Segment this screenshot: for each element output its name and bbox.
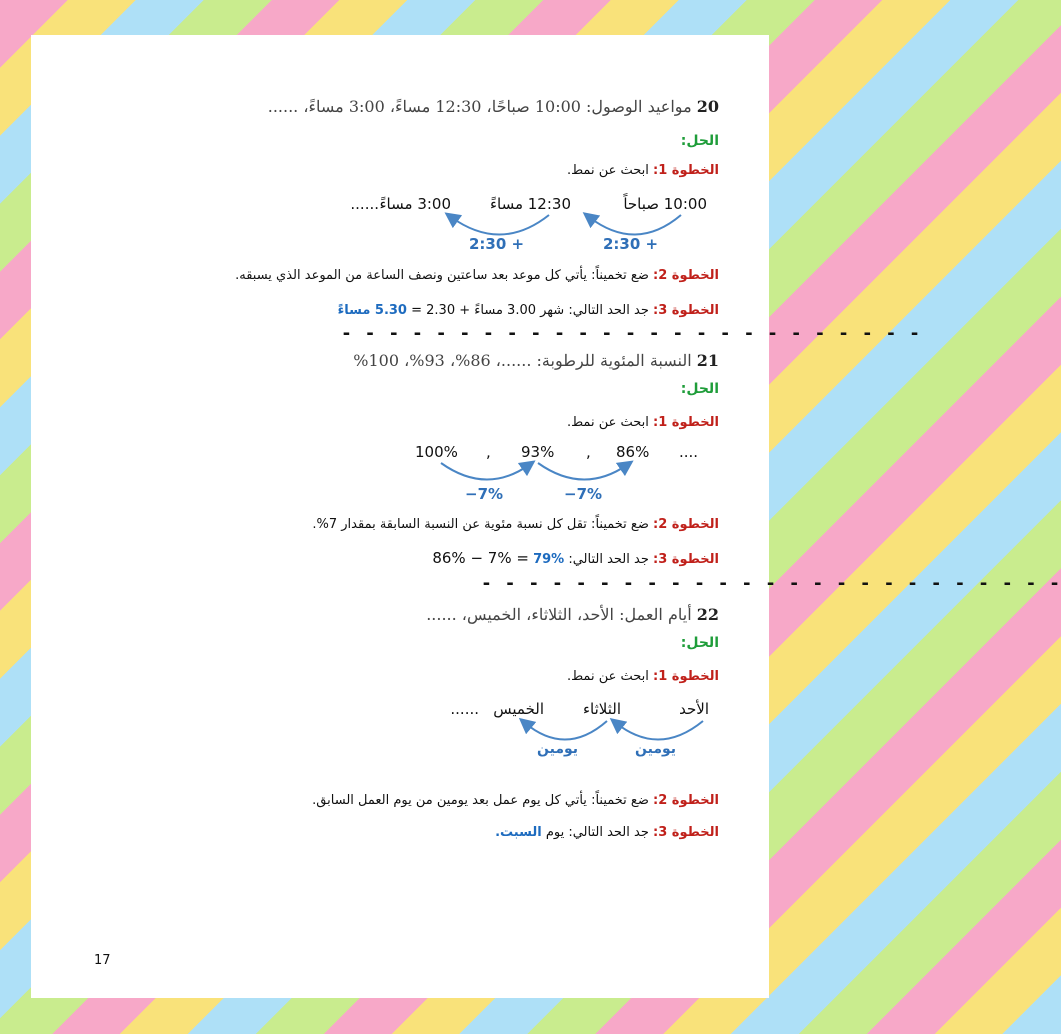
- q21-step2-text: ضع تخميناً: تقل كل نسبة مئوية عن النسبة السابقة بمقدار 7%.: [312, 517, 649, 532]
- q21-step3-answer: 79%: [533, 552, 565, 567]
- q22-seq-term-3: الخميس: [493, 700, 544, 718]
- q22-step1-label: الخطوة 1:: [653, 669, 719, 684]
- q21-number: 21: [696, 351, 719, 370]
- q21-step3-expr: 86% − 7% =: [432, 549, 529, 567]
- q22-step2-label: الخطوة 2:: [653, 793, 719, 808]
- q22-title: أيام العمل: الأحد، الثلاثاء، الخميس، ......: [426, 605, 692, 624]
- q20-title: مواعيد الوصول: 10:00 صباحًا، 12:30 مساءً، 3:00 مساءً، ......: [267, 97, 692, 116]
- q22-step3-label: الخطوة 3:: [653, 825, 719, 840]
- q20-arc-1: [589, 215, 681, 235]
- q22-seq-term-4: ......: [450, 700, 479, 718]
- q21-arc-1: [441, 463, 529, 480]
- q21-step2-label: الخطوة 2:: [653, 517, 719, 532]
- q22-step3: [495, 825, 719, 840]
- q21-seq-term-3: 86%: [616, 443, 650, 461]
- q22-step1-text: ابحث عن نمط.: [566, 669, 649, 684]
- q20-seq-term-2: 12:30 مساءً: [489, 195, 571, 213]
- q20-step2-text: ضع تخميناً: يأتي كل موعد بعد ساعتين ونصف الساعة من الموعد الذي يسبقه.: [235, 268, 649, 283]
- q22-title-row: [426, 605, 719, 624]
- q22-seq-term-2: الثلاثاء: [582, 700, 621, 718]
- q22-arc-1: [616, 721, 703, 740]
- q20-step3-label: الخطوة 3:: [653, 303, 719, 318]
- q21-step3-text: جد الحد التالي:: [568, 552, 649, 567]
- q21-diff-1: −7%: [465, 485, 504, 503]
- q20-arc-2: [451, 215, 549, 235]
- q21-title-row: [353, 351, 719, 370]
- q21-seq-term-1: 100%: [415, 443, 458, 461]
- q21-diff-2: −7%: [564, 485, 603, 503]
- q20-step2-label: الخطوة 2:: [653, 268, 719, 283]
- q21-step3: [432, 549, 719, 567]
- q22-step2: [312, 793, 719, 808]
- q20-seq-term-1: 10:00 صباحاً: [623, 195, 707, 213]
- q20-step3: [338, 303, 719, 318]
- section-divider-2: - - - - - - - - - - - - - - - - - - - - - - - - -: [481, 573, 1061, 594]
- page-number: 17: [94, 953, 111, 968]
- q20-seq-term-3: 3:00 مساءً: [379, 195, 451, 213]
- q21-solution-label: الحل:: [680, 381, 719, 397]
- q20-step3-answer: 5.30 مساءً: [337, 303, 407, 318]
- q22-step3-answer: السبت.: [495, 825, 542, 840]
- q21-step1: [567, 415, 719, 430]
- q21-seq-sep-1: ,: [486, 443, 491, 461]
- q20-step1: [567, 163, 719, 178]
- q21-step1-label: الخطوة 1:: [653, 415, 719, 430]
- worksheet-page: [31, 35, 1061, 998]
- q22-step1: [567, 669, 719, 684]
- q21-seq-term-4: ....: [679, 443, 699, 461]
- q20-title-row: [268, 97, 719, 116]
- q20-number: 20: [696, 97, 719, 116]
- q20-step3-text: جد الحد التالي: شهر 3.00 مساءً + 2.30 =: [411, 303, 649, 318]
- q22-step3-text: جد الحد التالي: يوم: [545, 825, 649, 840]
- q21-title: النسبة المئوية للرطوبة: ......، 86%، 93%، 100%: [353, 351, 692, 370]
- q22-diff-1: يومين: [635, 741, 677, 757]
- q20-step2: [235, 268, 719, 283]
- q22-step2-text: ضع تخميناً: يأتي كل يوم عمل بعد يومين من يوم العمل السابق.: [312, 793, 649, 808]
- q20-diff-1: 2:30 +: [603, 235, 659, 253]
- q20-step1-label: الخطوة 1:: [653, 163, 719, 178]
- q20-seq-term-4: ......: [350, 195, 379, 213]
- q20-step1-text: ابحث عن نمط.: [566, 163, 649, 178]
- section-divider-1: - - - - - - - - - - - - - - - - - - - - - - - - -: [341, 323, 922, 344]
- q22-number: 22: [696, 605, 719, 624]
- q20-solution-label: الحل:: [680, 133, 719, 149]
- q22-seq-term-1: الأحد: [679, 700, 709, 718]
- q20-diff-2: 2:30 +: [469, 235, 525, 253]
- q22-solution-label: الحل:: [680, 635, 719, 651]
- q21-step1-text: ابحث عن نمط.: [566, 415, 649, 430]
- q21-seq-sep-2: ,: [586, 443, 591, 461]
- q22-arc-2: [525, 721, 607, 740]
- q21-arc-2: [538, 463, 627, 480]
- q21-seq-term-2: 93%: [521, 443, 555, 461]
- q21-step2: [312, 517, 719, 532]
- q22-diff-2: يومين: [537, 741, 579, 757]
- q21-step3-label: الخطوة 3:: [653, 552, 719, 567]
